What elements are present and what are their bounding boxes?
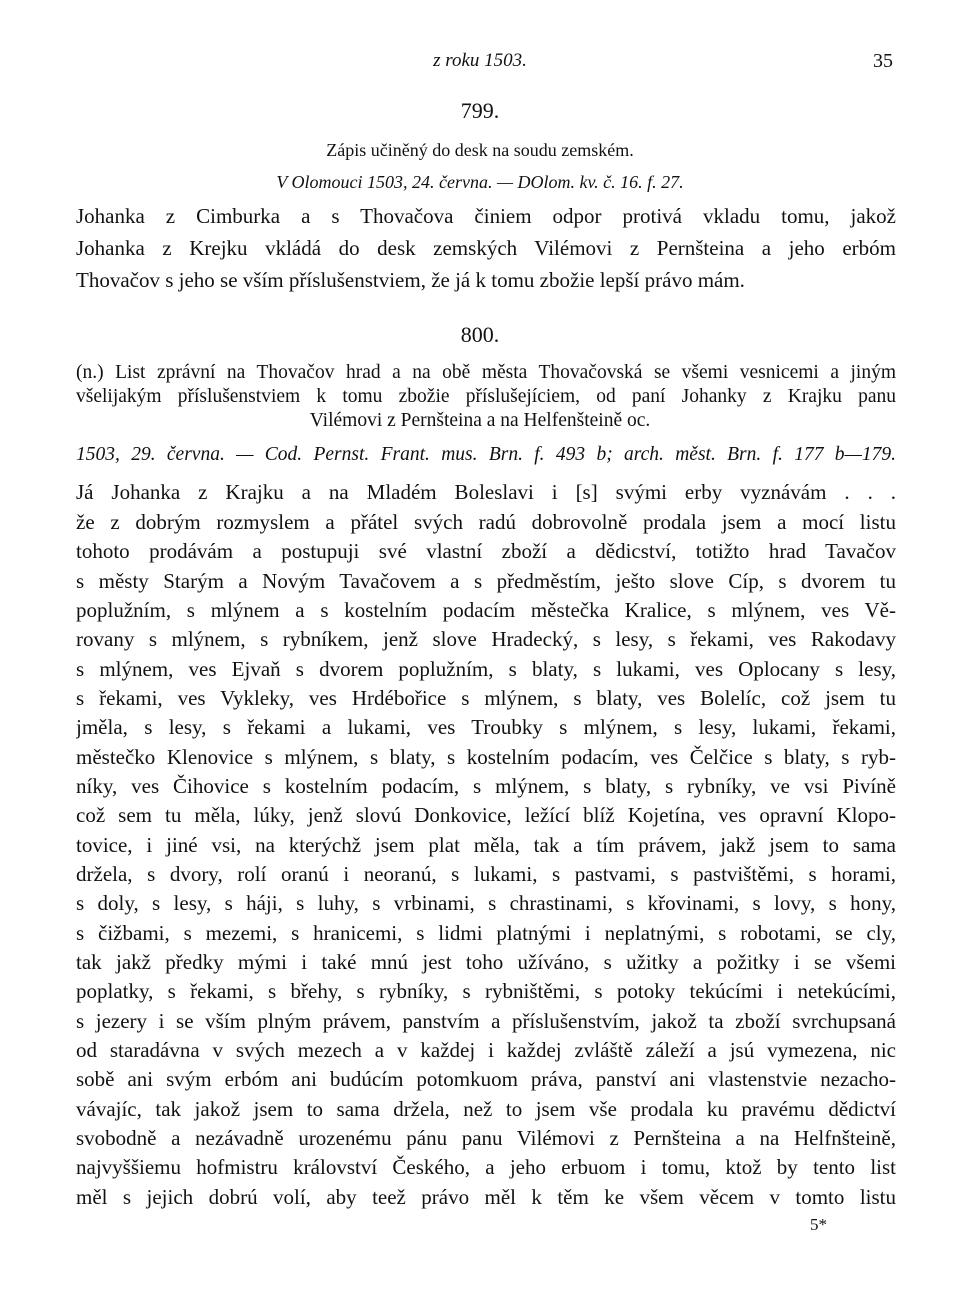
- entry-800-body-line: sobě ani svým erbóm ani budúcím potomkuom práva, panství ani vlastenstvie nezacho-: [76, 1067, 896, 1091]
- entry-800-body-line: vávajíc, tak jakož jsem to sama držela, než to jsem vše prodala ku pravému dědictví: [76, 1097, 896, 1121]
- entry-799-number: 799.: [460, 98, 500, 123]
- entry-800-body-line: městečko Klenovice s mlýnem, s blaty, s kostelním podacím, ves Čelčice s blaty, s ryb-: [76, 745, 896, 769]
- entry-800-body-line: s doly, s lesy, s háji, s luhy, s vrbinami, s chrastinami, s křovinami, s lovy, s hony,: [76, 891, 896, 915]
- entry-799-heading: Zápis učiněný do desk na soudu zemském.: [326, 140, 634, 160]
- entry-799-text-line: Johanka z Krejku vkládá do desk zemských Vilémovi z Pernšteina a jeho erbóm: [76, 236, 896, 260]
- entry-800-body-line: s řekami, ves Vykleky, ves Hrdébořice s mlýnem, s blaty, ves Bolelíc, což jsem tu: [76, 686, 896, 710]
- running-title: z roku 1503.: [433, 50, 527, 71]
- entry-800-summary-line: všelijakým příslušenstviem k tomu zbožie příslušejíciem, od paní Johanky z Krajku panu: [76, 386, 896, 407]
- entry-800-number: 800.: [460, 322, 500, 347]
- entry-800-body-line: což sem tu měla, lúky, jenž slovú Donkovice, ležící blíž Kojetína, ves opravní Klopo-: [76, 803, 896, 827]
- running-head: [0, 50, 960, 74]
- entry-800-body-line: poplužním, s mlýnem a s kostelním podacím městečka Kralice, s mlýnem, ves Vě-: [76, 598, 896, 622]
- entry-799-citation: V Olomouci 1503, 24. června. — DOlom. kv. č. 16. f. 27.: [276, 172, 684, 192]
- entry-800-body-line: měl s jejich dobrú volí, aby teež právo měl k těm ke všem věcem v tomto listu: [76, 1185, 896, 1209]
- entry-800-body-line: Já Johanka z Krajku a na Mladém Boleslavi i [s] svými erby vyznávám . . .: [76, 480, 896, 504]
- entry-800-body-line: že z dobrým rozmyslem a přátel svých radú dobrovolně prodala jsem a mocí listu: [76, 510, 896, 534]
- entry-800-body-line: držela, s dvory, rolí oranú i neoranú, s lukami, s pastvami, s pastvištěmi, s horami,: [76, 862, 896, 886]
- page-number: 35: [873, 50, 893, 72]
- entry-799-text-line: Johanka z Cimburka a s Thovačova činiem odpor protivá vkladu tomu, jakož: [76, 204, 896, 228]
- entry-800-body-line: svobodně a nezávadně urozenému pánu panu Vilémovi z Pernšteina a na Helfnšteině,: [76, 1126, 896, 1150]
- entry-800-body-line: s mlýnem, ves Ejvaň s dvorem poplužním, s blaty, s lukami, ves Oplocany s lesy,: [76, 657, 896, 681]
- entry-800-summary-line: (n.) List zprávní na Thovačov hrad a na obě města Thovačovská se všemi vesnicemi a jiným: [76, 362, 896, 383]
- entry-800-body-line: s čižbami, s mezemi, s hranicemi, s lidmi platnými i neplatnými, s robotami, se cly,: [76, 921, 896, 945]
- entry-800-body-line: s městy Starým a Novým Tavačovem a s předměstím, ješto slove Cíp, s dvorem tu: [76, 569, 896, 593]
- entry-800-summary-line: Vilémovi z Pernšteina a na Helfenšteině oc.: [309, 410, 651, 431]
- entry-800-body-line: tovice, i jiné vsi, na kterýchž jsem plat měla, tak a tím právem, jakž jsem to sama: [76, 833, 896, 857]
- entry-800-body-line: níky, ves Čihovice s kostelním podacím, s mlýnem, s blaty, s rybníky, ve vsi Pivíně: [76, 774, 896, 798]
- entry-800-body-line: jměla, s lesy, s řekami a lukami, ves Troubky s mlýnem, s lesy, lukami, řekami,: [76, 715, 896, 739]
- entry-800-body-line: tak jakž předky mými i také mnú jest toho užíváno, s užitky a požitky i se všemi: [76, 950, 896, 974]
- entry-800-body-line: od staradávna v svých mezech a v každej i každej zvláště záleží a jsú vymezena, nic: [76, 1038, 896, 1062]
- entry-800-body-line: tohoto prodávám a postupuji své vlastní zboží a dědicství, totižto hrad Tavačov: [76, 539, 896, 563]
- entry-800-body-line: s jezery i se vším plným právem, panstvím a příslušenstvím, jakož ta zboží svrchupsaná: [76, 1009, 896, 1033]
- entry-800-body-line: poplatky, s řekami, s břehy, s rybníky, s rybništěmi, s potoky tekúcími i netekúcími,: [76, 979, 896, 1003]
- entry-799-text-line: Thovačov s jeho se vším příslušenstviem, že já k tomu zbožie lepší právo mám.: [76, 268, 745, 292]
- entry-800-body-line: najvyššiemu hofmistru království Českého, a jeho erbuom i tomu, ktož by tento list: [76, 1155, 896, 1179]
- entry-800-body-line: rovany s mlýnem, s rybníkem, jenž slove Hradecký, s lesy, s řekami, ves Rakodavy: [76, 627, 896, 651]
- signature-mark: 5*: [810, 1215, 827, 1234]
- entry-800-citation: 1503, 29. června. — Cod. Pernst. Frant. mus. Brn. f. 493 b; arch. měst. Brn. f. 177 b—179.: [76, 444, 896, 465]
